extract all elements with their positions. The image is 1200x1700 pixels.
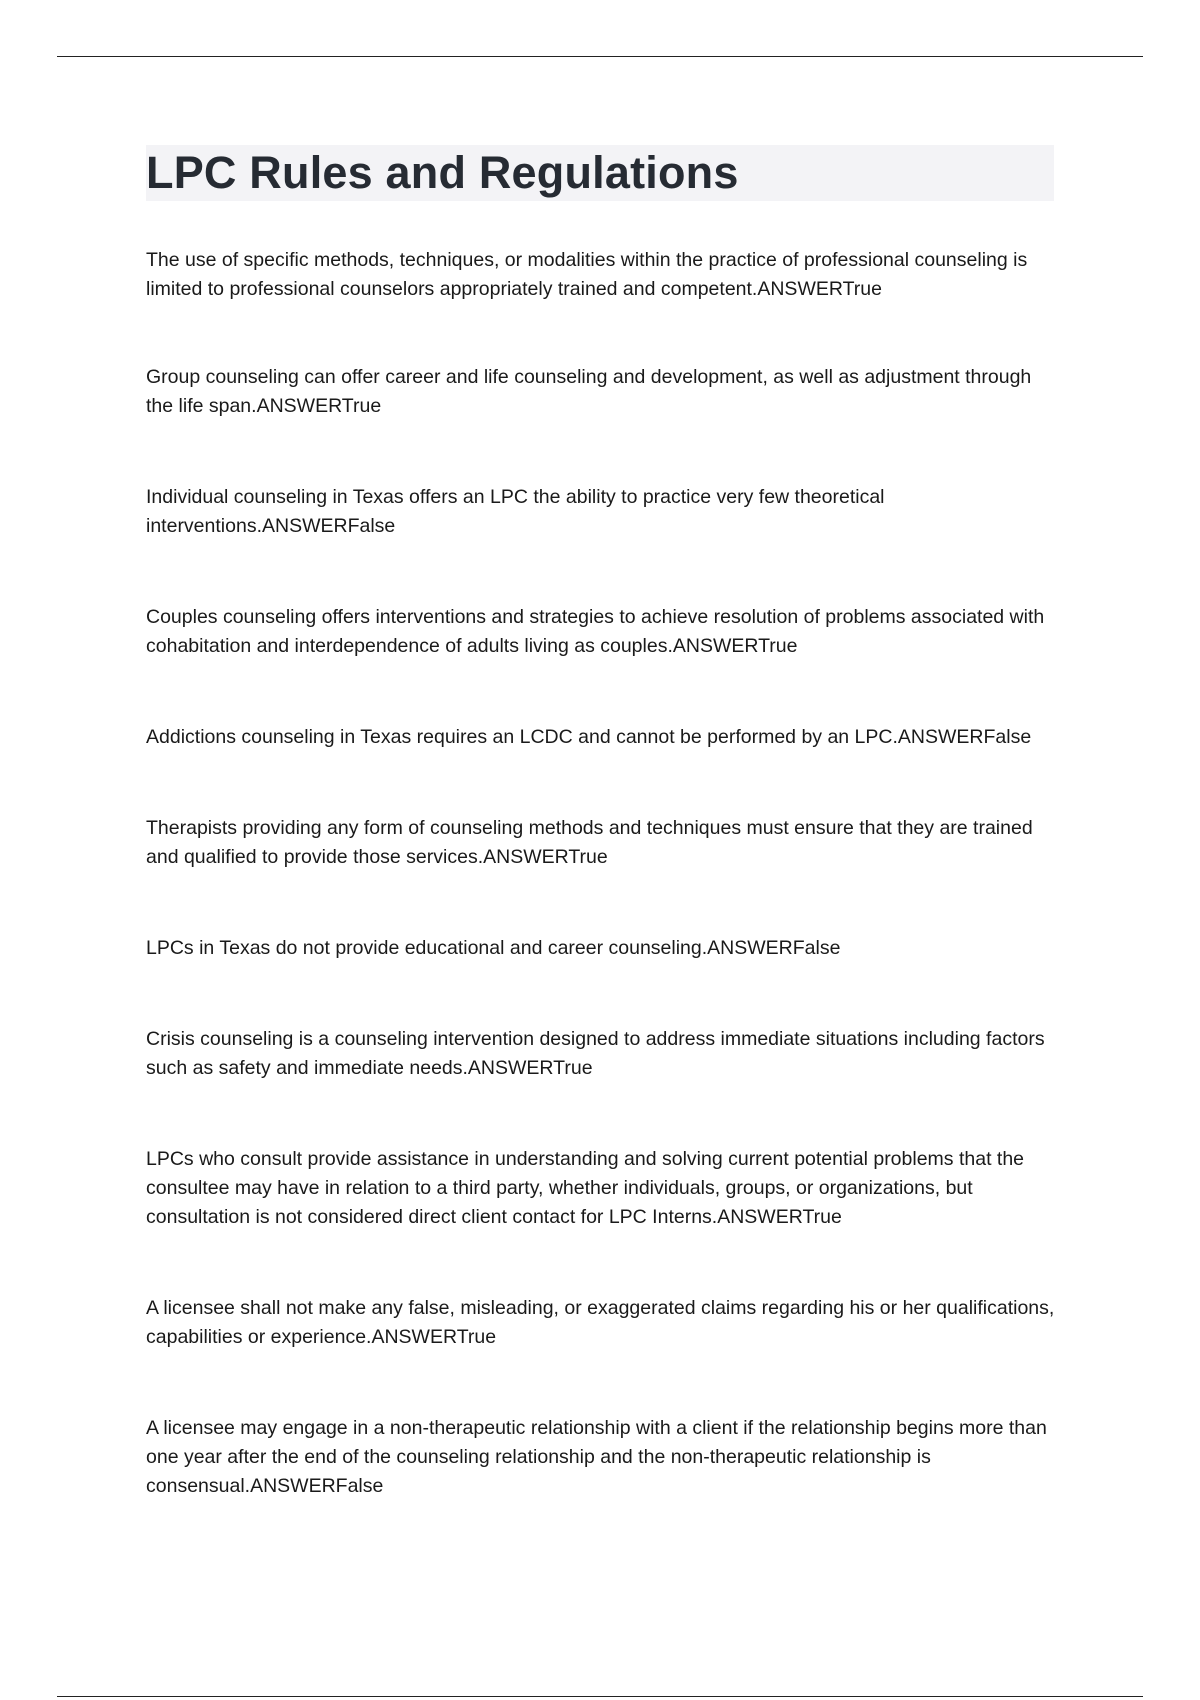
qa-item: Couples counseling offers interventions and strategies to achieve resolution of problems associated with cohabitation and interdependence of adults living as couples.ANSWERTrue — [146, 606, 1045, 657]
qa-item: Crisis counseling is a counseling intervention designed to address immediate situations including factors such as safety and immediate needs.ANSWERTrue — [146, 1028, 1045, 1079]
top-rule — [57, 56, 1143, 57]
qa-item: Addictions counseling in Texas requires an LCDC and cannot be performed by an LPC.ANSWERFalse — [146, 726, 1032, 748]
bottom-rule — [57, 1696, 1143, 1697]
qa-item: The use of specific methods, techniques, or modalities within the practice of professional counseling is limited to professional counselors appropriately trained and competent.ANSWERTrue — [146, 249, 1028, 300]
qa-item: LPCs who consult provide assistance in understanding and solving current potential problems that the consultee may have in relation to a third party, whether individuals, groups, or organizations, but consultation is not considered direct client contact for LPC Interns.ANSWERTrue — [146, 1148, 1025, 1228]
qa-item: A licensee shall not make any false, misleading, or exaggerated claims regarding his or her qualifications, capabilities or experience.ANSWERTrue — [146, 1297, 1055, 1348]
qa-list — [146, 246, 1061, 1501]
qa-item: LPCs in Texas do not provide educational and career counseling.ANSWERFalse — [146, 937, 841, 959]
qa-item: A licensee may engage in a non-therapeutic relationship with a client if the relationship begins more than one year after the end of the counseling relationship and the non-therapeutic relationship is consensual.ANSWERFalse — [146, 1417, 1047, 1497]
qa-item: Therapists providing any form of counseling methods and techniques must ensure that they are trained and qualified to provide those services.ANSWERTrue — [146, 817, 1033, 868]
qa-item: Group counseling can offer career and life counseling and development, as well as adjustment through the life span.ANSWERTrue — [146, 366, 1032, 417]
qa-item: Individual counseling in Texas offers an LPC the ability to practice very few theoretical interventions.ANSWERFalse — [146, 486, 885, 537]
page-title: LPC Rules and Regulations — [146, 147, 739, 198]
